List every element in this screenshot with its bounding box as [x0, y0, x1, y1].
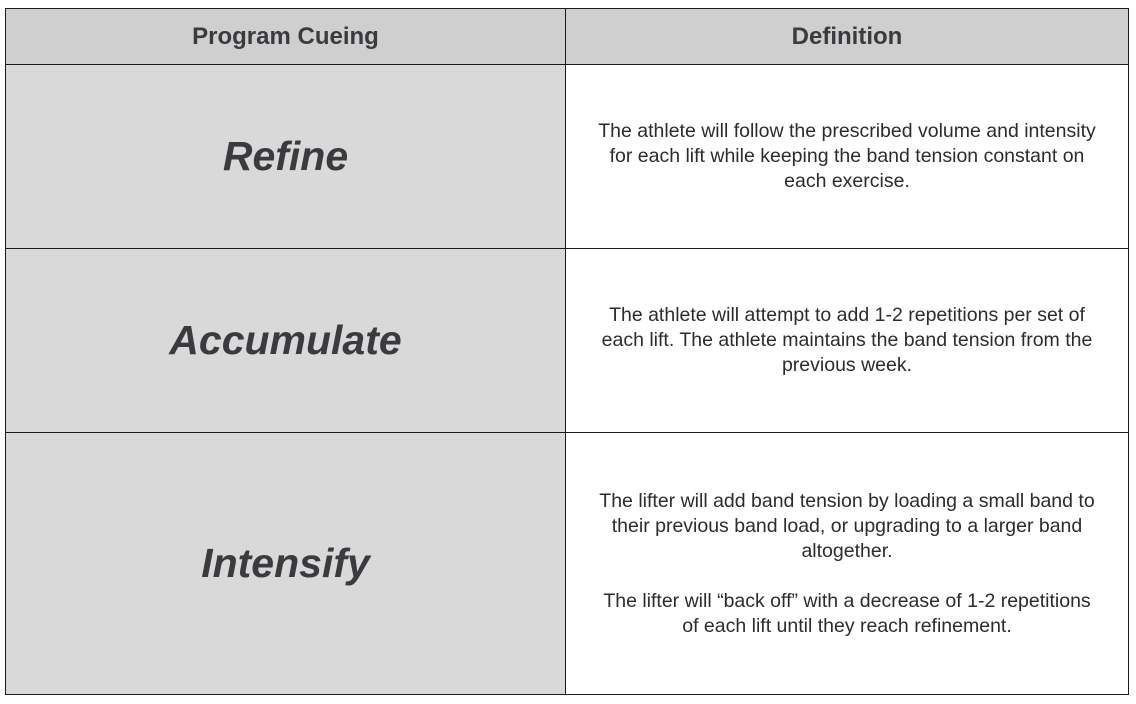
term-intensify: Intensify: [6, 433, 566, 694]
header-program-cueing: Program Cueing: [6, 9, 566, 65]
definition-refine: [566, 65, 1128, 249]
term-refine: Refine: [6, 65, 566, 249]
definition-intensify-text-2: The lifter will “back off” with a decrease of 1-2 repetitions of each lift until they reach refinement.: [603, 589, 1091, 637]
header-definition: Definition: [566, 9, 1128, 65]
definition-accumulate-text: The athlete will attempt to add 1-2 repetitions per set of each lift. The athlete maintains the band tension from the previous week.: [601, 304, 1093, 376]
term-accumulate: Accumulate: [6, 249, 566, 433]
definition-intensify: [566, 433, 1128, 694]
definition-intensify-text-1: The lifter will add band tension by loading a small band to their previous band load, or upgrading to a larger band altogether.: [599, 489, 1095, 562]
program-cueing-table: [5, 8, 1129, 695]
definition-accumulate: [566, 249, 1128, 433]
definition-refine-text: The athlete will follow the prescribed volume and intensity for each lift while keeping the band tension constant on each exercise.: [598, 120, 1096, 192]
